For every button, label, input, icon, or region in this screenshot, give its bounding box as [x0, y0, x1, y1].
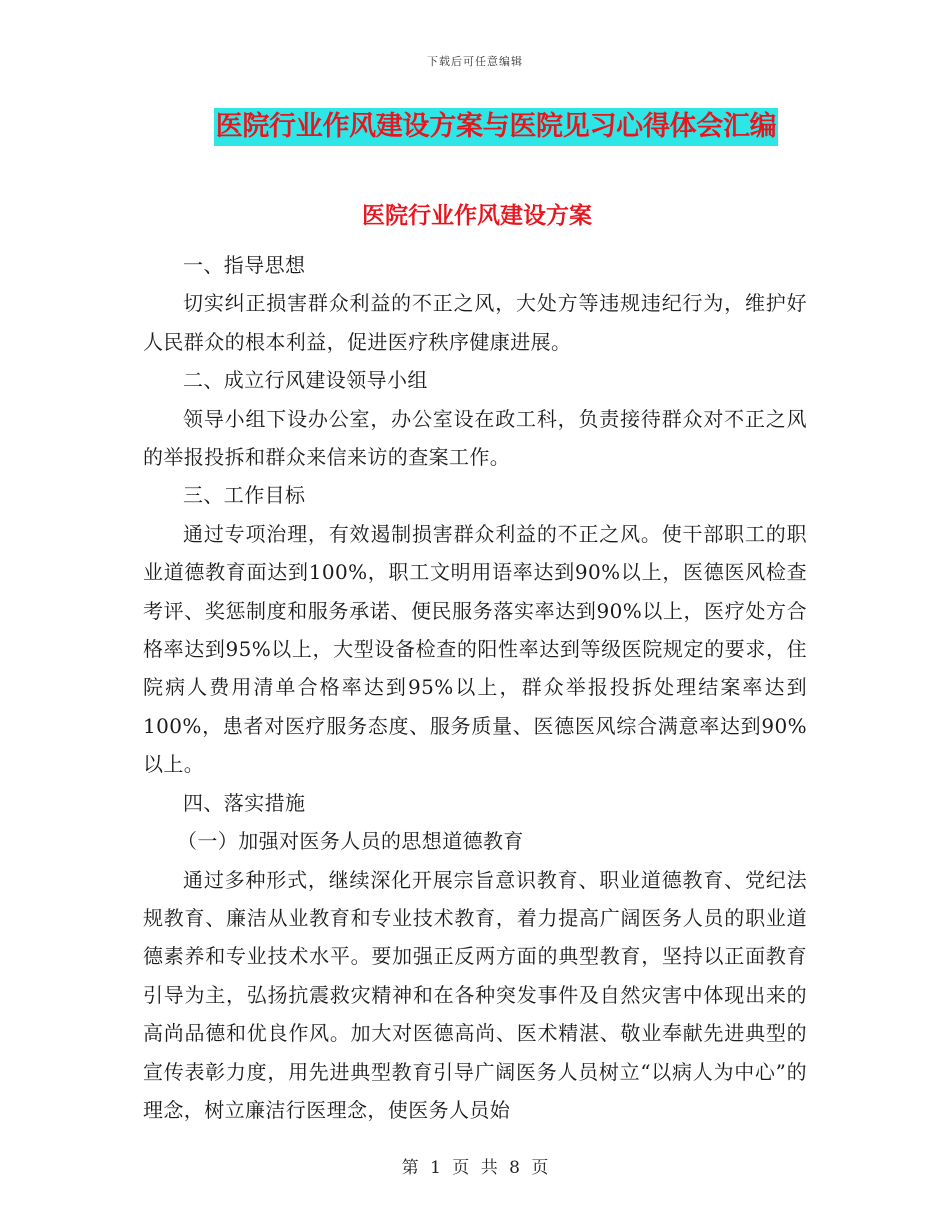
heading-guiding-ideology: 一、指导思想 — [183, 253, 306, 277]
paragraph-guiding-ideology: 切实纠正损害群众利益的不正之风，大处方等违规违纪行为，维护好人民群众的根本利益，促进医疗秩序健康进展。 — [143, 291, 807, 354]
main-title-container — [0, 108, 950, 146]
heading-measures: 四、落实措施 — [183, 790, 306, 815]
page-header-note: 下载后可任意编辑 — [427, 55, 523, 68]
paragraph-work-goals: 通过专项治理，有效遏制损害群众利益的不正之风。使干部职工的职业道德教育面达到100%，职工文明用语率达到90%以上，医德医风检查考评、奖惩制度和服务承诺、便民服务落实率达到90%以上，医疗处方合格率达到95%以上，大型设备检查的阳性率达到等级医院规定的要求，住院病人费用清单合格率达到95%以上，群众举报投拆处理结案率达到100%，患者对医疗服务态度、服务质量、医德医风综合满意率达到90%以上。 — [143, 521, 807, 777]
page-number: 第 1 页 共 8 页 — [401, 1158, 549, 1178]
heading-work-goals: 三、工作目标 — [183, 483, 306, 508]
paragraph-leadership-group: 领导小组下设办公室，办公室设在政工科，负责接待群众对不正之风的举报投拆和群众来信来访的查案工作。 — [143, 406, 807, 470]
heading-leadership-group: 二、成立行风建设领导小组 — [183, 368, 428, 393]
document-body — [143, 246, 807, 1129]
subheading-ethics-education: （一）加强对医务人员的思想道德教育 — [177, 829, 524, 854]
main-title: 医院行业作风建设方案与医院见习心得体会汇编 — [214, 108, 779, 146]
section-title: 医院行业作风建设方案 — [362, 203, 592, 229]
paragraph-ethics-education: 通过多种形式，继续深化开展宗旨意识教育、职业道德教育、党纪法规教育、廉洁从业教育和专业技术教育，着力提高广阔医务人员的职业道德素养和专业技术水平。要加强正反两方面的典型教育，坚持以正面教育引导为主，弘扬抗震救灾精神和在各种突发事件及自然灾害中体现出来的高尚品德和优良作风。加大对医德高尚、医术精湛、敬业奉献先进典型的宣传表彰力度，用先进典型教育引导广阔医务人员树立“以病人为中心”的理念，树立廉洁行医理念，使医务人员始 — [143, 867, 807, 1122]
